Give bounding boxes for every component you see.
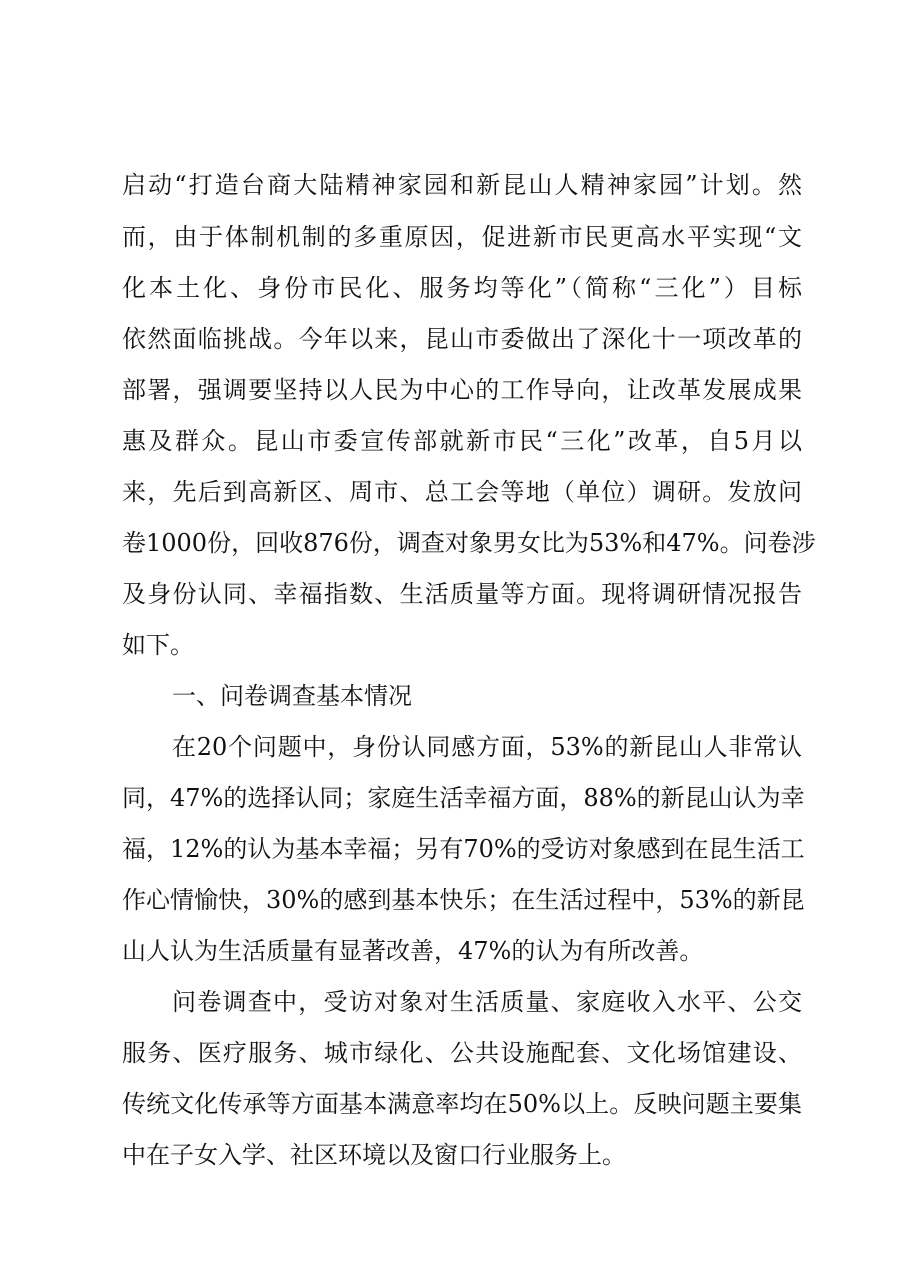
- text-line: 服务、医疗服务、城市绿化、公共设施配套、文化场馆建设、: [122, 1039, 802, 1067]
- text-line: 依然面临挑战。今年以来，昆山市委做出了深化十一项改革的: [122, 325, 802, 353]
- text-line: 启动“打造台商大陆精神家园和新昆山人精神家园”计划。然: [122, 171, 802, 199]
- text-line: 惠及群众。昆山市委宣传部就新市民“三化”改革，自5月以: [122, 427, 802, 455]
- text-line-paragraph-end: 中在子女入学、社区环境以及窗口行业服务上。: [122, 1141, 626, 1169]
- text-line-paragraph-end: 山人认为生活质量有显著改善，47%的认为有所改善。: [122, 937, 704, 965]
- section-heading: 一、问卷调查基本情况: [172, 682, 412, 710]
- text-line: 作心情愉快，30%的感到基本快乐；在生活过程中，53%的新昆: [122, 886, 805, 914]
- text-line: 福，12%的认为基本幸福；另有70%的受访对象感到在昆生活工: [122, 835, 805, 863]
- text-line: 传统文化传承等方面基本满意率均在50%以上。反映问题主要集: [122, 1090, 802, 1118]
- text-line: 及身份认同、幸福指数、生活质量等方面。现将调研情况报告: [122, 580, 802, 608]
- text-line: 化本土化、身份市民化、服务均等化”（简称“三化”）目标: [122, 274, 802, 302]
- text-line: 来，先后到高新区、周市、总工会等地（单位）调研。发放问: [122, 478, 802, 506]
- text-line: 部署，强调要坚持以人民为中心的工作导向，让改革发展成果: [122, 376, 802, 404]
- text-line: 卷1000份，回收876份，调查对象男女比为53%和47%。问卷涉: [122, 529, 816, 557]
- text-line-paragraph-end: 如下。: [122, 631, 194, 659]
- text-line: 问卷调查中，受访对象对生活质量、家庭收入水平、公交: [172, 988, 802, 1016]
- text-line: 在20个问题中，身份认同感方面，53%的新昆山人非常认: [172, 733, 802, 761]
- text-line: 而，由于体制机制的多重原因，促进新市民更高水平实现“文: [122, 223, 802, 251]
- text-line: 同，47%的选择认同；家庭生活幸福方面，88%的新昆山认为幸: [122, 784, 805, 812]
